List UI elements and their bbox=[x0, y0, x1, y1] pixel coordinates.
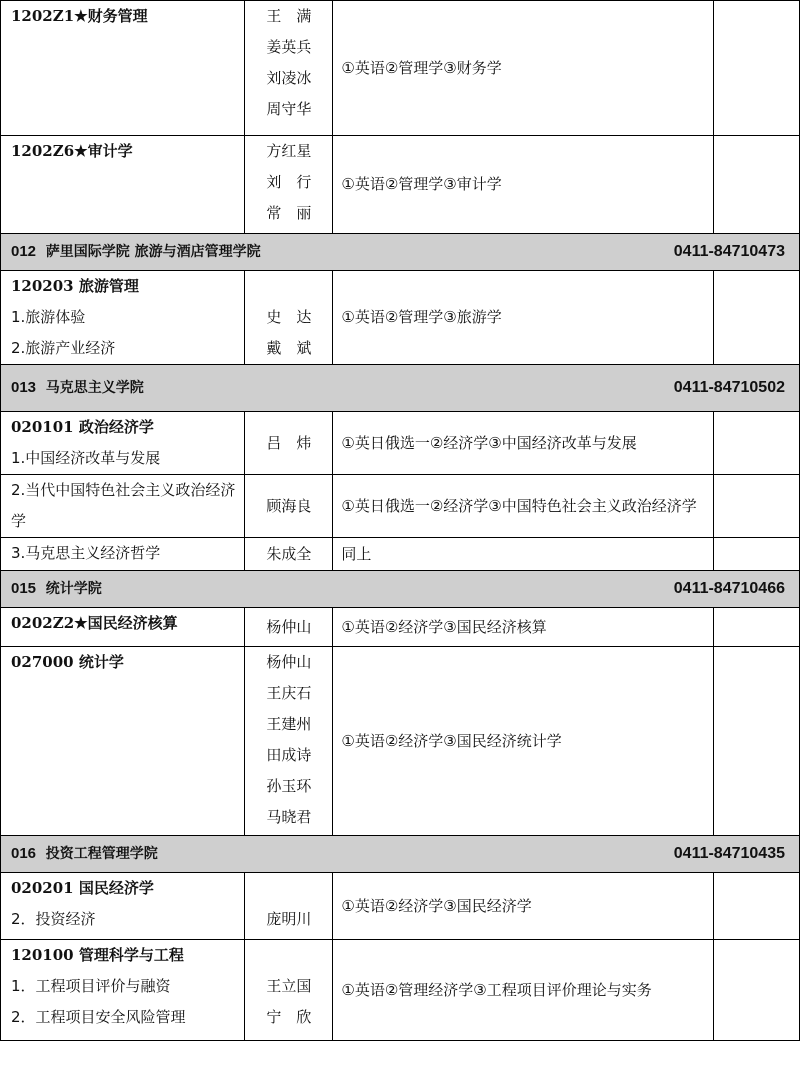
table-row bbox=[1, 1, 800, 136]
exam-subjects-cell bbox=[333, 538, 713, 571]
exam-subjects: 同上 bbox=[341, 544, 372, 563]
research-direction: 1.中国经济改革与发展 bbox=[11, 449, 161, 467]
notes-cell bbox=[713, 271, 799, 365]
major-code-name: 020201 国民经济学 bbox=[11, 879, 154, 897]
department-phone: 0411-84710502 bbox=[673, 379, 785, 396]
tutor-name: 王立国 bbox=[266, 977, 312, 995]
notes-cell bbox=[713, 647, 799, 836]
tutor-name: 刘 行 bbox=[266, 173, 312, 191]
tutor-name: 史 达 bbox=[266, 308, 312, 326]
tutor-cell bbox=[245, 647, 333, 836]
major-cell bbox=[1, 608, 245, 647]
major-code-name: 120203 旅游管理 bbox=[11, 277, 139, 295]
department-header-row bbox=[1, 365, 800, 412]
tutor-name bbox=[245, 940, 332, 971]
tutor-name: 吕 炜 bbox=[266, 433, 312, 452]
major-cell bbox=[1, 1, 245, 136]
major-cell bbox=[1, 271, 245, 365]
exam-subjects-cell bbox=[333, 271, 713, 365]
table-row bbox=[1, 412, 800, 475]
notes-cell bbox=[713, 940, 799, 1041]
table-row bbox=[1, 271, 800, 365]
department-title: 统计学院 bbox=[45, 581, 102, 597]
major-cell bbox=[1, 538, 245, 571]
department-name bbox=[1, 244, 261, 260]
major-code-name: 120100 管理科学与工程 bbox=[11, 946, 184, 964]
table-body bbox=[1, 1, 800, 1041]
research-direction: 1.旅游体验 bbox=[11, 308, 86, 326]
tutor-name: 王 满 bbox=[266, 7, 312, 25]
department-name bbox=[1, 380, 144, 396]
tutor-name: 孙玉环 bbox=[266, 777, 312, 795]
tutor-cell bbox=[245, 271, 333, 365]
exam-subjects: ①英日俄选一②经济学③中国特色社会主义政治经济学 bbox=[341, 496, 697, 515]
tutor-name: 方红星 bbox=[266, 142, 312, 160]
department-phone: 0411-84710473 bbox=[673, 243, 785, 260]
exam-subjects: ①英语②管理学③旅游学 bbox=[341, 308, 502, 326]
major-cell bbox=[1, 412, 245, 475]
department-phone: 0411-84710435 bbox=[673, 845, 785, 862]
tutor-name: 庞明川 bbox=[266, 910, 312, 928]
notes-cell bbox=[713, 412, 799, 475]
tutor-cell bbox=[245, 873, 333, 940]
research-direction: 2.旅游产业经济 bbox=[11, 339, 116, 357]
exam-subjects-cell bbox=[333, 136, 713, 234]
tutor-name: 朱成全 bbox=[266, 544, 312, 563]
exam-subjects: ①英语②经济学③国民经济学 bbox=[341, 896, 532, 915]
research-direction: 2.当代中国特色社会主义政治经济学 bbox=[11, 481, 236, 530]
table-row bbox=[1, 647, 800, 836]
major-code-name: 020101 政治经济学 bbox=[11, 418, 154, 436]
department-title: 投资工程管理学院 bbox=[45, 846, 158, 862]
research-direction: 3.马克思主义经济哲学 bbox=[11, 544, 161, 562]
exam-subjects-cell bbox=[333, 475, 713, 538]
tutor-cell bbox=[245, 136, 333, 234]
exam-subjects-cell bbox=[333, 940, 713, 1041]
tutor-name: 田成诗 bbox=[266, 746, 312, 764]
exam-subjects: ①英语②经济学③国民经济核算 bbox=[341, 617, 547, 636]
exam-subjects-cell bbox=[333, 647, 713, 836]
department-code: 015 bbox=[11, 580, 37, 597]
tutor-name: 周守华 bbox=[266, 100, 312, 118]
department-code: 012 bbox=[11, 243, 37, 260]
department-header bbox=[1, 571, 800, 608]
major-code-name: 0202Z2★国民经济核算 bbox=[11, 614, 178, 632]
notes-cell bbox=[713, 136, 799, 234]
tutor-name: 戴 斌 bbox=[266, 339, 312, 357]
tutor-cell bbox=[245, 940, 333, 1041]
tutor-name bbox=[245, 271, 332, 302]
tutor-name: 杨仲山 bbox=[266, 617, 312, 636]
exam-subjects: ①英语②管理经济学③工程项目评价理论与实务 bbox=[341, 980, 652, 999]
tutor-name: 王建州 bbox=[266, 715, 312, 733]
department-header-row bbox=[1, 571, 800, 608]
tutor-name: 杨仲山 bbox=[266, 653, 312, 671]
notes-cell bbox=[713, 538, 799, 571]
tutor-name: 常 丽 bbox=[266, 204, 312, 222]
major-cell bbox=[1, 940, 245, 1041]
department-name bbox=[1, 846, 158, 862]
notes-cell bbox=[713, 475, 799, 538]
major-code-name: 1202Z1★财务管理 bbox=[11, 7, 148, 25]
department-header bbox=[1, 234, 800, 271]
research-direction: 1．工程项目评价与融资 bbox=[11, 977, 171, 995]
table-row bbox=[1, 873, 800, 940]
table-row bbox=[1, 608, 800, 647]
tutor-cell bbox=[245, 475, 333, 538]
tutor-name: 姜英兵 bbox=[266, 38, 312, 56]
notes-cell bbox=[713, 608, 799, 647]
tutor-name: 宁 欣 bbox=[266, 1008, 312, 1026]
department-title: 萨里国际学院 旅游与酒店管理学院 bbox=[45, 244, 261, 260]
exam-subjects-cell bbox=[333, 873, 713, 940]
major-cell bbox=[1, 647, 245, 836]
department-header-row bbox=[1, 836, 800, 873]
exam-subjects-cell bbox=[333, 608, 713, 647]
exam-subjects: ①英语②管理学③财务学 bbox=[341, 58, 502, 77]
exam-subjects: ①英语②管理学③审计学 bbox=[341, 175, 502, 193]
major-code-name: 1202Z6★审计学 bbox=[11, 142, 133, 160]
major-cell bbox=[1, 475, 245, 538]
table-row bbox=[1, 940, 800, 1041]
tutor-name: 顾海良 bbox=[266, 496, 312, 515]
research-direction: 2．工程项目安全风险管理 bbox=[11, 1008, 186, 1026]
exam-subjects: ①英语②经济学③国民经济统计学 bbox=[341, 731, 562, 750]
tutor-name bbox=[245, 873, 332, 904]
tutor-name: 刘凌冰 bbox=[266, 69, 312, 87]
tutor-cell bbox=[245, 412, 333, 475]
department-header-row bbox=[1, 234, 800, 271]
notes-cell bbox=[713, 1, 799, 136]
department-header bbox=[1, 365, 800, 412]
table-row bbox=[1, 136, 800, 234]
notes-cell bbox=[713, 873, 799, 940]
major-cell bbox=[1, 136, 245, 234]
department-header bbox=[1, 836, 800, 873]
tutor-name: 王庆石 bbox=[266, 684, 312, 702]
tutor-cell bbox=[245, 608, 333, 647]
department-phone: 0411-84710466 bbox=[673, 580, 785, 597]
exam-subjects: ①英日俄选一②经济学③中国经济改革与发展 bbox=[341, 433, 637, 452]
exam-subjects-cell bbox=[333, 412, 713, 475]
tutor-cell bbox=[245, 538, 333, 571]
major-code-name: 027000 统计学 bbox=[11, 653, 124, 671]
major-cell bbox=[1, 873, 245, 940]
department-code: 013 bbox=[11, 379, 37, 396]
table-row bbox=[1, 538, 800, 571]
tutor-cell bbox=[245, 1, 333, 136]
department-name bbox=[1, 581, 102, 597]
table-row bbox=[1, 475, 800, 538]
exam-subjects-cell bbox=[333, 1, 713, 136]
department-code: 016 bbox=[11, 845, 37, 862]
research-direction: 2．投资经济 bbox=[11, 910, 96, 928]
tutor-name: 马晓君 bbox=[266, 808, 312, 826]
department-title: 马克思主义学院 bbox=[45, 380, 144, 396]
